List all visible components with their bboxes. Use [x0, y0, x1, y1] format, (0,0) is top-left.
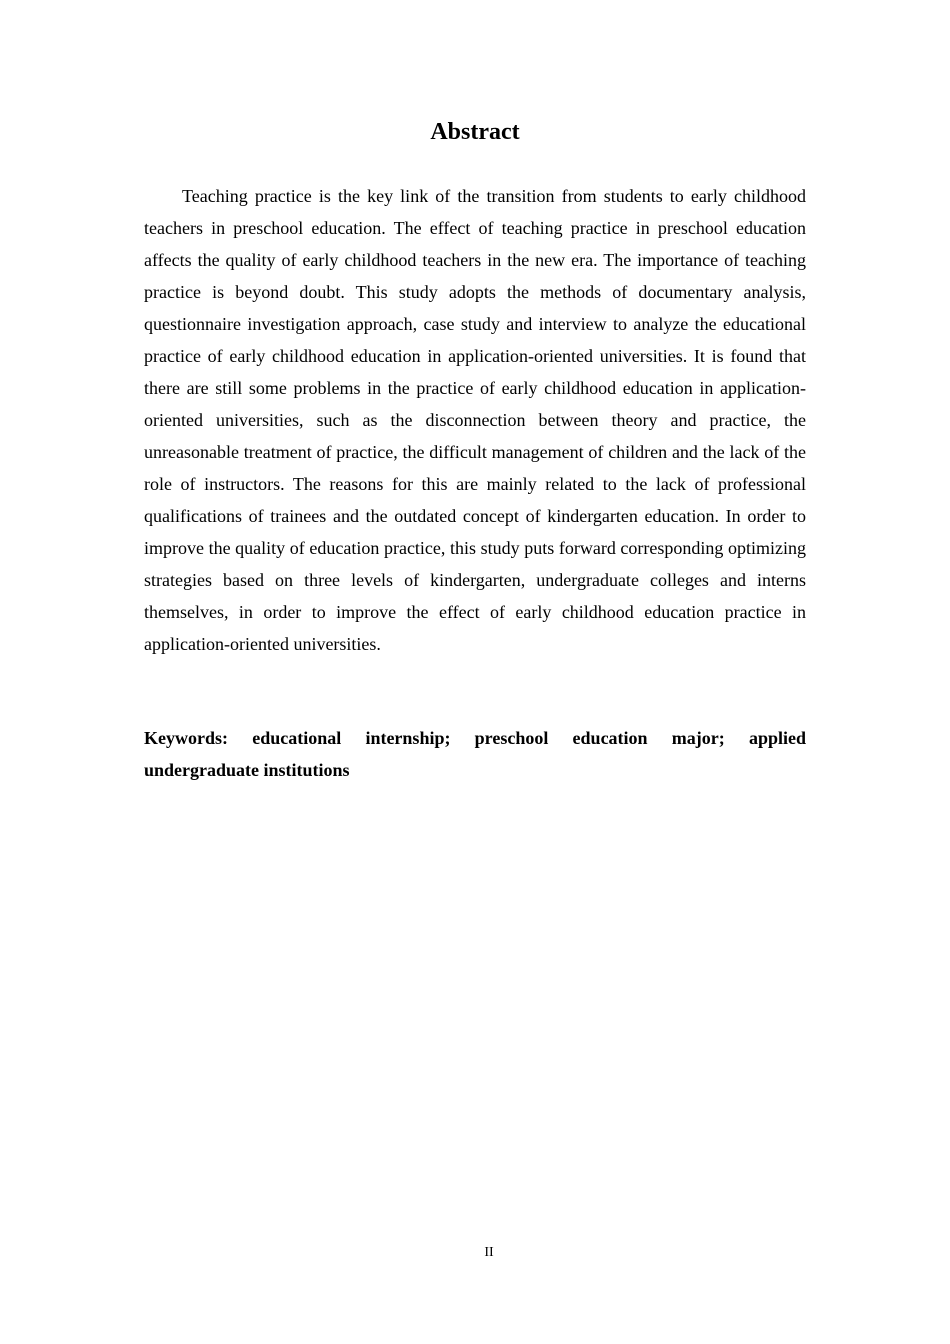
abstract-title: Abstract — [430, 119, 520, 145]
keywords-list: educational internship; preschool education major; applied undergraduate institutions — [144, 728, 806, 780]
keywords-label: Keywords: — [144, 728, 228, 748]
keywords-paragraph — [144, 722, 806, 786]
page-number: II — [484, 1245, 494, 1260]
abstract-body: Teaching practice is the key link of the transition from students to early childhood teachers in preschool education. The effect of teaching practice in preschool education affects the quality of early childhood teachers in the new era. The importance of teaching practice is beyond doubt. This study adopts the methods of documentary analysis, questionnaire investigation approach, case study and interview to analyze the educational practice of early childhood education in application-oriented universities. It is found that there are still some problems in the practice of early childhood education in application-oriented universities, such as the disconnection between theory and practice, the unreasonable treatment of practice, the difficult management of children and the lack of the role of instructors. The reasons for this are mainly related to the lack of professional qualifications of trainees and the outdated concept of kindergarten education. In order to improve the quality of education practice, this study puts forward corresponding optimizing strategies based on three levels of kindergarten, undergraduate colleges and interns themselves, in order to improve the effect of early childhood education practice in application-oriented universities. — [144, 186, 806, 654]
